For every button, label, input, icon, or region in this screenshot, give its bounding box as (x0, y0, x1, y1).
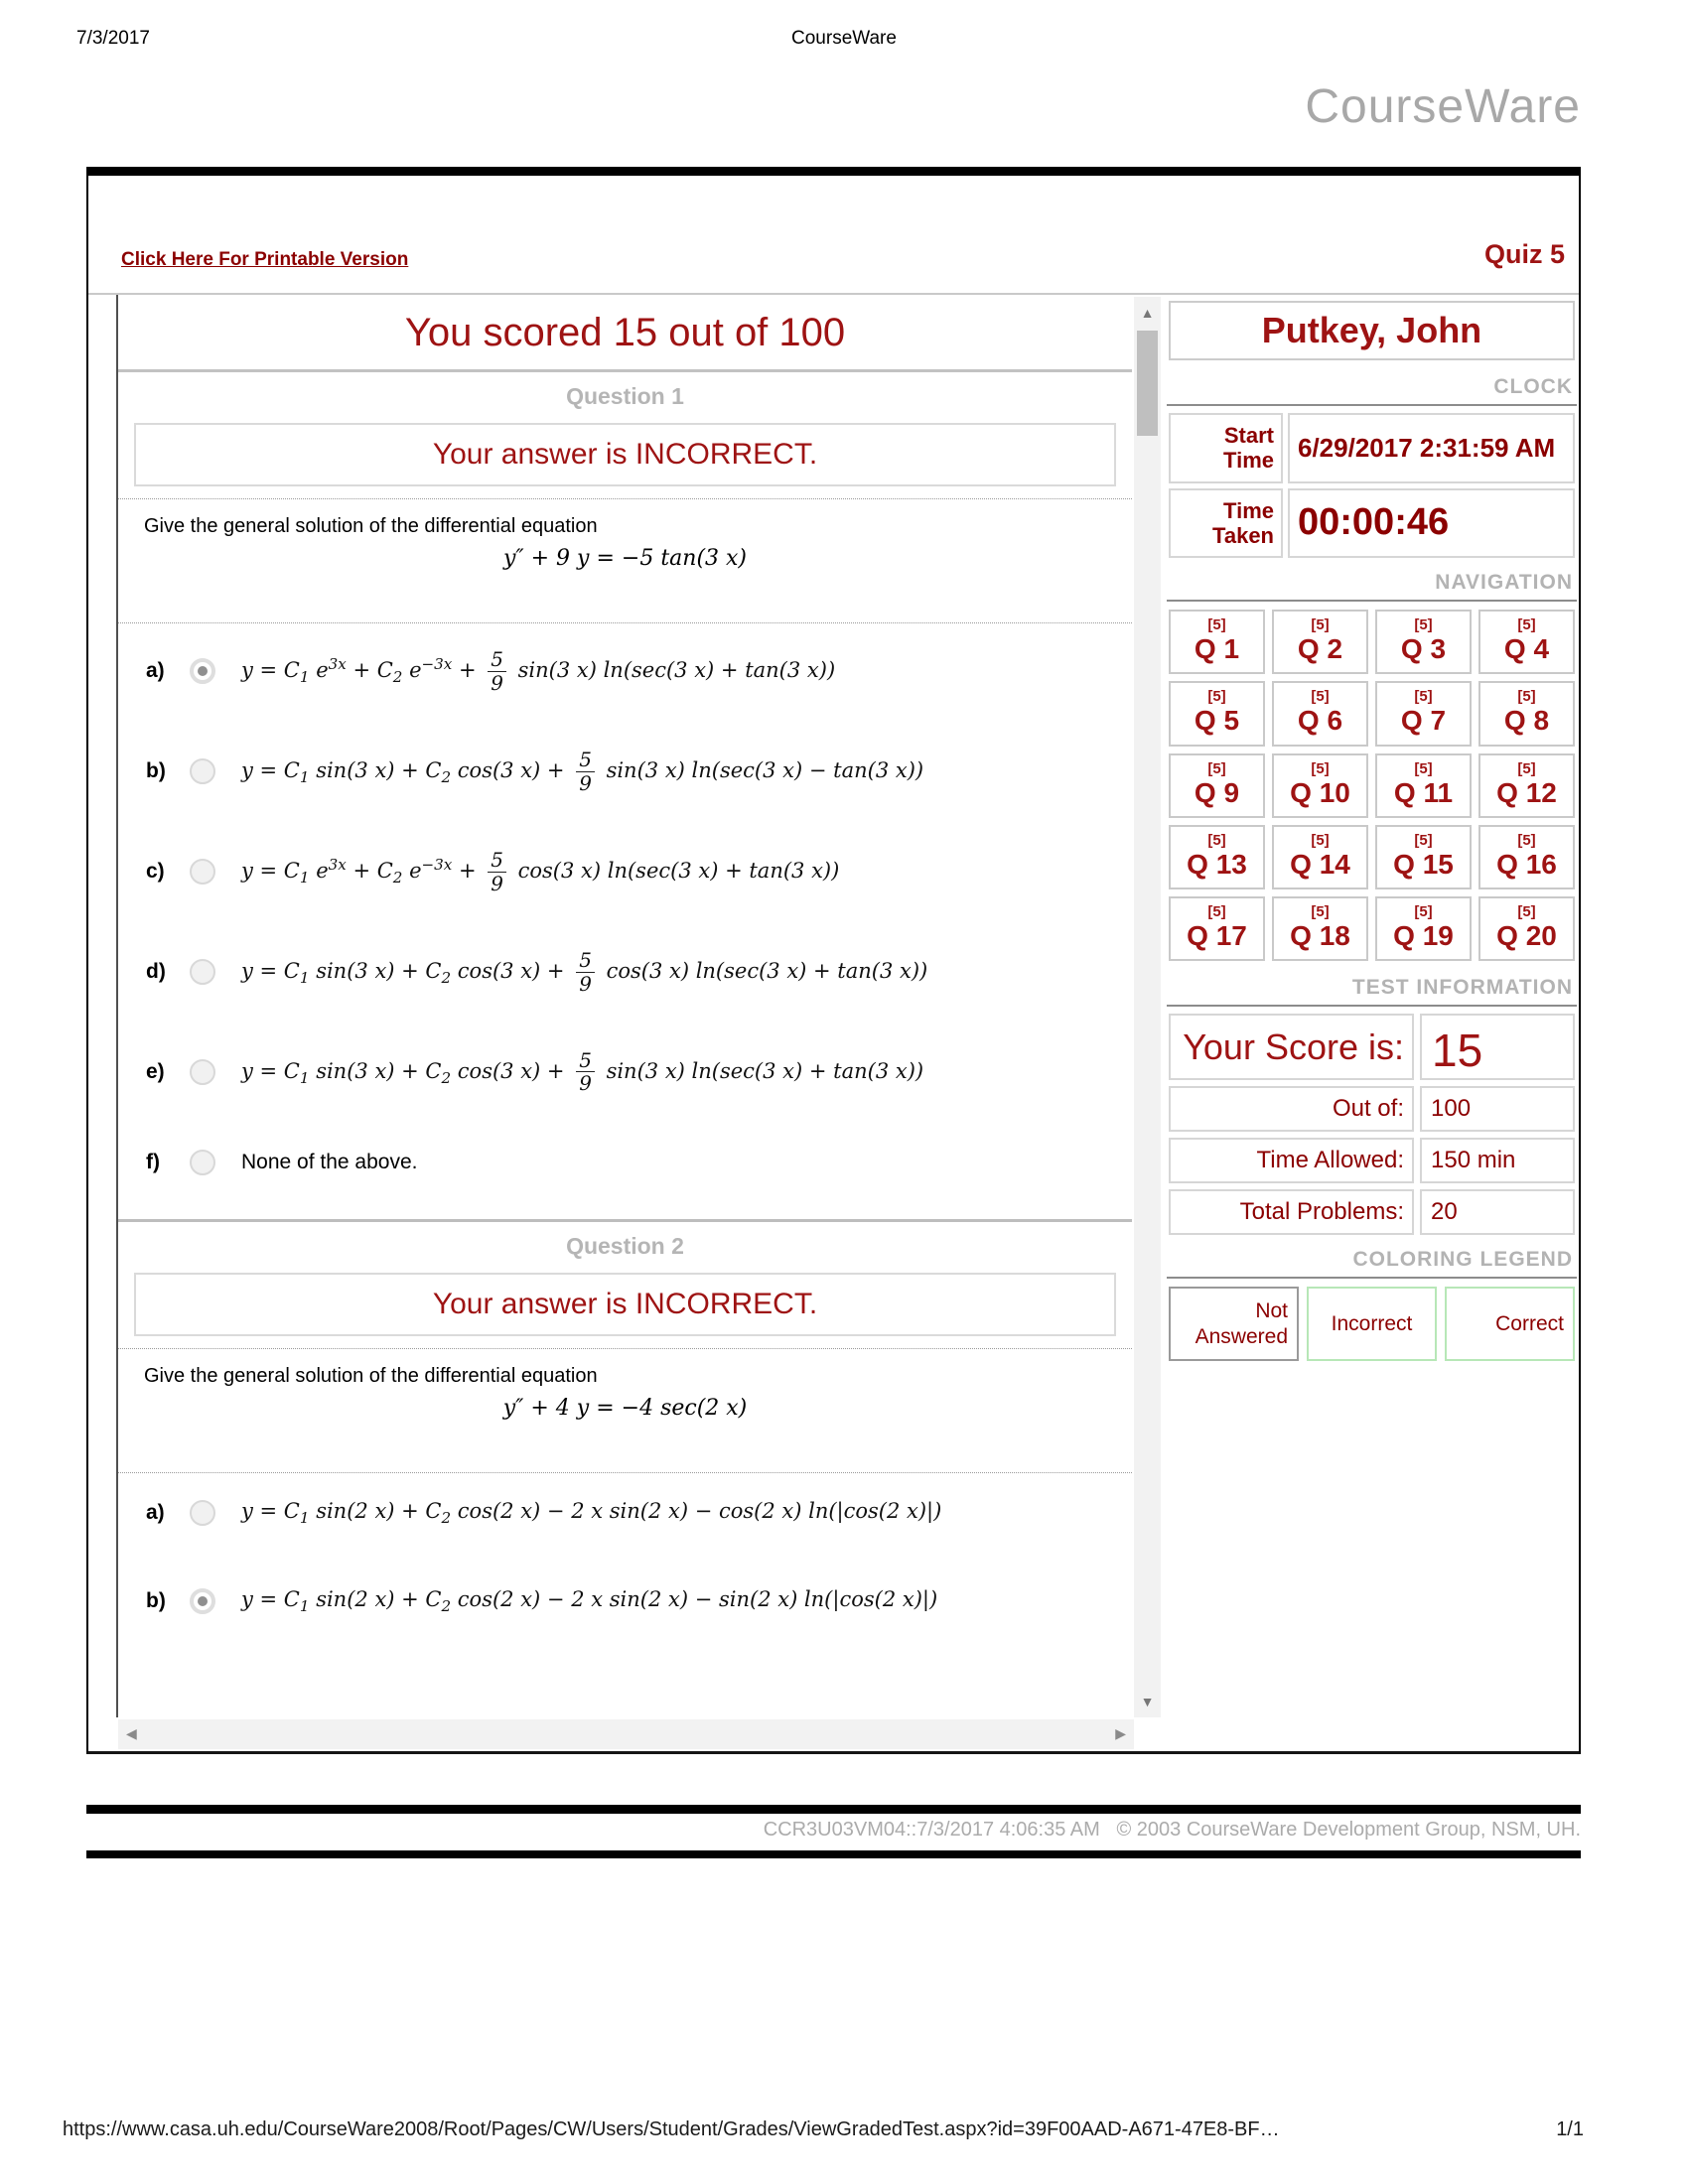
nav-question-label: Q 8 (1503, 705, 1550, 737)
clock-heading: CLOCK (1167, 366, 1577, 406)
nav-question-button[interactable] (1375, 825, 1472, 889)
nav-question-button[interactable] (1375, 896, 1472, 961)
nav-question-button[interactable] (1478, 681, 1575, 746)
nav-question-label: Q 9 (1194, 776, 1240, 808)
nav-question-button[interactable] (1375, 753, 1472, 818)
radio-button[interactable] (190, 1500, 215, 1526)
question-2-title: Question 2 (566, 1233, 684, 1260)
question-2-verdict: Your answer is INCORRECT. (134, 1273, 1116, 1336)
print-header-date: 7/3/2017 (76, 28, 150, 49)
quiz-title: Quiz 5 (1483, 239, 1565, 269)
nav-question-label: Q 14 (1290, 848, 1350, 880)
nav-points: [5] (1517, 902, 1536, 920)
option-label: d) (146, 960, 166, 984)
nav-points: [5] (1414, 616, 1433, 634)
nav-question-button[interactable] (1478, 896, 1575, 961)
radio-button[interactable] (190, 859, 215, 885)
test-information-table (1169, 1014, 1575, 1235)
time-taken-value: 00:00:46 (1288, 488, 1575, 559)
scroll-down-icon[interactable]: ▼ (1140, 1694, 1155, 1709)
nav-points: [5] (1207, 688, 1226, 706)
option-label: f) (146, 1151, 160, 1174)
nav-question-label: Q 2 (1297, 633, 1343, 665)
vertical-scrollbar-thumb[interactable] (1137, 331, 1158, 436)
footer-copyright: © 2003 CourseWare Development Group, NSM, UH. (1116, 1819, 1581, 1841)
question-1-prompt: Give the general solution of the differential equation (144, 515, 598, 537)
radio-button[interactable] (190, 1150, 215, 1175)
question-1-section (118, 372, 1132, 1219)
question-panel (116, 295, 1132, 1717)
option-row (146, 847, 1132, 895)
nav-points: [5] (1207, 902, 1226, 920)
time-allowed-value: 150 min (1420, 1138, 1575, 1183)
option-label: a) (146, 1501, 165, 1525)
nav-question-button[interactable] (1375, 681, 1472, 746)
time-taken-label: Time Taken (1169, 488, 1283, 559)
nav-points: [5] (1414, 902, 1433, 920)
clock-table (1169, 413, 1575, 558)
your-score-label: Your Score is: (1169, 1014, 1414, 1080)
nav-question-button[interactable] (1169, 896, 1265, 961)
radio-button[interactable] (190, 1588, 215, 1614)
option-row (146, 1499, 1132, 1527)
option-label: e) (146, 1059, 165, 1083)
nav-question-button[interactable] (1169, 681, 1265, 746)
nav-question-button[interactable] (1478, 610, 1575, 674)
start-time-value: 6/29/2017 2:31:59 AM (1288, 413, 1575, 483)
option-row (146, 1047, 1132, 1096)
out-of-value: 100 (1420, 1086, 1575, 1132)
option-row (146, 947, 1132, 996)
navigation-grid (1169, 610, 1575, 961)
nav-question-button[interactable] (1272, 825, 1368, 889)
total-problems-value: 20 (1420, 1189, 1575, 1235)
radio-button[interactable] (190, 658, 215, 684)
option-formula: $y = C_1$ sin(2 $x) + C_2$ cos(2 x) − 2 x sin(2 x) − cos(2 x) ln(|cos(2 x)|) (241, 1499, 942, 1528)
question-2-prompt: Give the general solution of the differential equation (144, 1365, 598, 1388)
nav-question-label: Q 15 (1393, 848, 1454, 880)
question-2-section (118, 1219, 1132, 1658)
question-2-options (118, 1473, 1132, 1658)
nav-points: [5] (1414, 759, 1433, 777)
radio-button[interactable] (190, 758, 215, 784)
nav-question-label: Q 6 (1297, 705, 1343, 737)
vertical-scrollbar[interactable] (1134, 297, 1161, 1717)
nav-question-button[interactable] (1375, 610, 1472, 674)
printable-version-link[interactable]: Click Here For Printable Version (121, 249, 409, 270)
option-label: b) (146, 1588, 166, 1612)
nav-points: [5] (1207, 831, 1226, 849)
radio-button[interactable] (190, 1059, 215, 1085)
nav-question-label: Q 19 (1393, 919, 1454, 951)
print-header-title: CourseWare (791, 28, 897, 49)
nav-question-label: Q 4 (1503, 633, 1550, 665)
student-name: Putkey, John (1169, 301, 1575, 360)
nav-question-button[interactable] (1272, 610, 1368, 674)
footer-divider-bar (86, 1805, 1581, 1814)
your-score-value: 15 (1420, 1014, 1575, 1080)
footer-divider-bar-2 (86, 1850, 1581, 1858)
option-row (146, 1150, 1132, 1175)
nav-question-button[interactable] (1169, 753, 1265, 818)
nav-question-button[interactable] (1169, 825, 1265, 889)
nav-question-label: Q 17 (1187, 919, 1247, 951)
total-problems-label: Total Problems: (1169, 1189, 1414, 1235)
scroll-left-icon[interactable]: ◀ (126, 1725, 137, 1741)
nav-points: [5] (1311, 759, 1330, 777)
nav-points: [5] (1311, 902, 1330, 920)
option-formula: $y = C_1$ $e^{3x} + C_2$ $e^{-3x}$ + $\frac{5}{9}$ sin(3 x) ln(sec(3 x) + tan(3 x)) (241, 647, 836, 695)
nav-points: [5] (1414, 831, 1433, 849)
option-text: None of the above. (241, 1151, 418, 1174)
option-formula: $y = C_1$ $e^{3x} + C_2$ $e^{-3x}$ + $\frac{5}{9}$ cos(3 x) ln(sec(3 x) + tan(3 x)) (241, 847, 840, 895)
nav-question-button[interactable] (1478, 825, 1575, 889)
question-2-equation: y″ + 4 y = −4 sec(2 x) (502, 1396, 748, 1422)
nav-points: [5] (1517, 616, 1536, 634)
main-frame (86, 176, 1581, 1754)
top-divider-bar (86, 167, 1581, 176)
question-2-body (118, 1348, 1132, 1473)
option-formula: $y = C_1$ sin(3 $x) + C_2$ cos(3 x) + $\frac{5}{9}$ sin(3 x) ln(sec(3 x) + tan(3 x)) (241, 1047, 924, 1096)
print-footer-page-number: 1/1 (1556, 2118, 1584, 2140)
print-footer-url: https://www.casa.uh.edu/CourseWare2008/Root/Pages/CW/Users/Student/Grades/ViewGradedTest.aspx?id=39F00AAD-A671-47E8-BF… (63, 2118, 1280, 2140)
start-time-label: Start Time (1169, 413, 1283, 483)
nav-question-label: Q 20 (1496, 919, 1557, 951)
option-formula: $y = C_1$ sin(3 $x) + C_2$ cos(3 x) + $\frac{5}{9}$ sin(3 x) ln(sec(3 x) − tan(3 x)) (241, 747, 924, 795)
nav-question-label: Q 10 (1290, 776, 1350, 808)
question-1-verdict: Your answer is INCORRECT. (134, 423, 1116, 486)
nav-points: [5] (1517, 759, 1536, 777)
nav-question-label: Q 1 (1194, 633, 1240, 665)
option-row (146, 1587, 1132, 1615)
option-label: b) (146, 759, 166, 783)
horizontal-scrollbar[interactable] (118, 1719, 1134, 1749)
option-row (146, 747, 1132, 795)
legend-incorrect: Incorrect (1307, 1287, 1437, 1360)
question-1-body (118, 498, 1132, 623)
nav-points: [5] (1517, 831, 1536, 849)
nav-question-label: Q 7 (1400, 705, 1447, 737)
radio-button[interactable] (190, 959, 215, 985)
sidebar (1167, 301, 1577, 1369)
coloring-legend (1169, 1287, 1575, 1360)
nav-question-label: Q 18 (1290, 919, 1350, 951)
footer-stamp (764, 1819, 1581, 1842)
question-1-equation: y″ + 9 y = −5 tan(3 x) (502, 546, 748, 571)
option-row (146, 649, 1132, 694)
nav-points: [5] (1311, 688, 1330, 706)
scroll-up-icon[interactable]: ▲ (1140, 305, 1155, 321)
nav-points: [5] (1311, 831, 1330, 849)
nav-points: [5] (1311, 616, 1330, 634)
coloring-legend-heading: COLORING LEGEND (1167, 1239, 1577, 1279)
nav-question-button[interactable] (1478, 753, 1575, 818)
nav-question-label: Q 11 (1393, 776, 1454, 808)
nav-points: [5] (1207, 616, 1226, 634)
nav-question-label: Q 5 (1194, 705, 1240, 737)
nav-question-label: Q 12 (1496, 776, 1557, 808)
question-1-title: Question 1 (566, 383, 684, 409)
nav-question-label: Q 16 (1496, 848, 1557, 880)
time-allowed-label: Time Allowed: (1169, 1138, 1414, 1183)
footer-build-stamp: CCR3U03VM04::7/3/2017 4:06:35 AM (763, 1819, 1100, 1841)
nav-points: [5] (1414, 688, 1433, 706)
scroll-right-icon[interactable]: ▶ (1115, 1725, 1126, 1741)
out-of-label: Out of: (1169, 1086, 1414, 1132)
legend-not-answered: Not Answered (1169, 1287, 1299, 1360)
nav-question-button[interactable] (1272, 753, 1368, 818)
nav-points: [5] (1517, 688, 1536, 706)
navigation-heading: NAVIGATION (1167, 562, 1577, 602)
nav-question-label: Q 13 (1187, 848, 1247, 880)
option-formula: $y = C_1$ sin(3 $x) + C_2$ cos(3 x) + $\frac{5}{9}$ cos(3 x) ln(sec(3 x) + tan(3 x)) (241, 947, 928, 996)
legend-correct: Correct (1445, 1287, 1575, 1360)
nav-question-label: Q 3 (1400, 633, 1447, 665)
nav-question-button[interactable] (1272, 896, 1368, 961)
nav-points: [5] (1207, 759, 1226, 777)
courseware-logo: CourseWare (1305, 80, 1581, 133)
test-information-heading: TEST INFORMATION (1167, 967, 1577, 1007)
option-label: c) (146, 860, 165, 884)
nav-question-button[interactable] (1169, 610, 1265, 674)
nav-question-button[interactable] (1272, 681, 1368, 746)
option-formula: $y = C_1$ sin(2 $x) + C_2$ cos(2 x) − 2 x sin(2 x) − sin(2 x) ln(|cos(2 x)|) (241, 1586, 938, 1615)
score-banner: You scored 15 out of 100 (118, 295, 1132, 372)
option-label: a) (146, 659, 165, 683)
question-1-options (118, 623, 1132, 1219)
